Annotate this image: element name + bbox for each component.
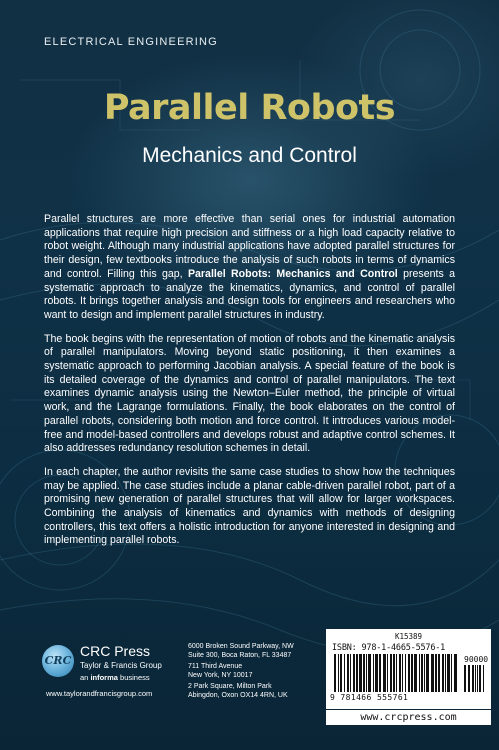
address-line: 6000 Broken Sound Parkway, NW: [188, 643, 294, 650]
book-title: Parallel Robots: [103, 88, 396, 128]
description-text: Parallel structures are more effective than serial ones for industrial automation applications that require high precision and stiffness or a high load capacity relative to robot weight. Although many industrial applications have adopted parallel structures for their design, few textbooks introduce the analysis of such robots in terms of dynamics and control. Filling this gap,: [44, 213, 455, 280]
book-subtitle: Mechanics and Control: [142, 144, 357, 167]
description-paragraph-1: [44, 213, 455, 323]
logo-text: CRC: [44, 654, 72, 667]
price-code: 90000: [464, 655, 489, 664]
crcpress-website: www.crcpress.com: [326, 710, 491, 725]
address-line: Abingdon, Oxon OX14 4RN, UK: [188, 692, 288, 699]
isbn-barcode: [326, 629, 491, 709]
address-line: 2 Park Square, Milton Park: [188, 683, 272, 690]
book-category: ELECTRICAL ENGINEERING: [44, 36, 218, 48]
publisher-tagline: [80, 673, 150, 682]
description-emphasis: Parallel Robots: Mechanics and Control: [187, 267, 398, 280]
description-paragraph-2: The book begins with the representation of motion of robots and the kinematic analysis of parallel manipulators. Moving beyond static positioning, it then examines a systematic approach to performing Jacobian analysis. A special feature of the book is its detailed coverage of the dynamics and control of parallel manipulators. The text examines dynamic analysis using the Newton–Euler method, the principle of virtual work, and the Lagrange formulations. Finally, the book elaborates on the control of parallel robots, considering both motion and force control. It introduces various model-free and model-based controllers and develops robust and adaptive control schemes. It also addresses redundancy resolution schemes in detail.: [44, 332, 455, 455]
publisher-name: CRC Press: [80, 643, 151, 659]
publisher-url: www.taylorandfrancisgroup.com: [46, 689, 153, 698]
address-line: Suite 300, Boca Raton, FL 33487: [188, 652, 292, 659]
book-description: [44, 213, 455, 558]
tagline-text: business: [117, 673, 150, 682]
address-line: 711 Third Avenue: [188, 663, 243, 670]
isbn-number: ISBN: 978-1-4665-5576-1: [332, 643, 446, 653]
crc-logo-icon: [42, 645, 74, 677]
description-paragraph-3: In each chapter, the author revisits the same case studies to show how the techniques may be applied. The case studies include a planar cable-driven parallel robot, part of a promising new generation of parallel structures that will allow for larger workspaces. Combining the analysis of kinematics and dynamics with methods of designing controllers, this text offers a holistic introduction for anyone interested in designing and implementing parallel robots.: [44, 465, 455, 547]
catalog-number: K15389: [394, 632, 423, 641]
address-line: New York, NY 10017: [188, 672, 253, 679]
tagline-text: an: [80, 673, 91, 682]
publisher-group: Taylor & Francis Group: [80, 661, 162, 670]
ean-number: 9 781466 555761: [330, 693, 409, 702]
description-text: presents a systematic approach to analyze the kinematics, dynamics, and control of parallel robots. It brings together analysis and design tools for engineers and researchers who want to design and implement parallel structures in industry.: [44, 267, 455, 321]
informa-wordmark: informa: [90, 673, 118, 682]
